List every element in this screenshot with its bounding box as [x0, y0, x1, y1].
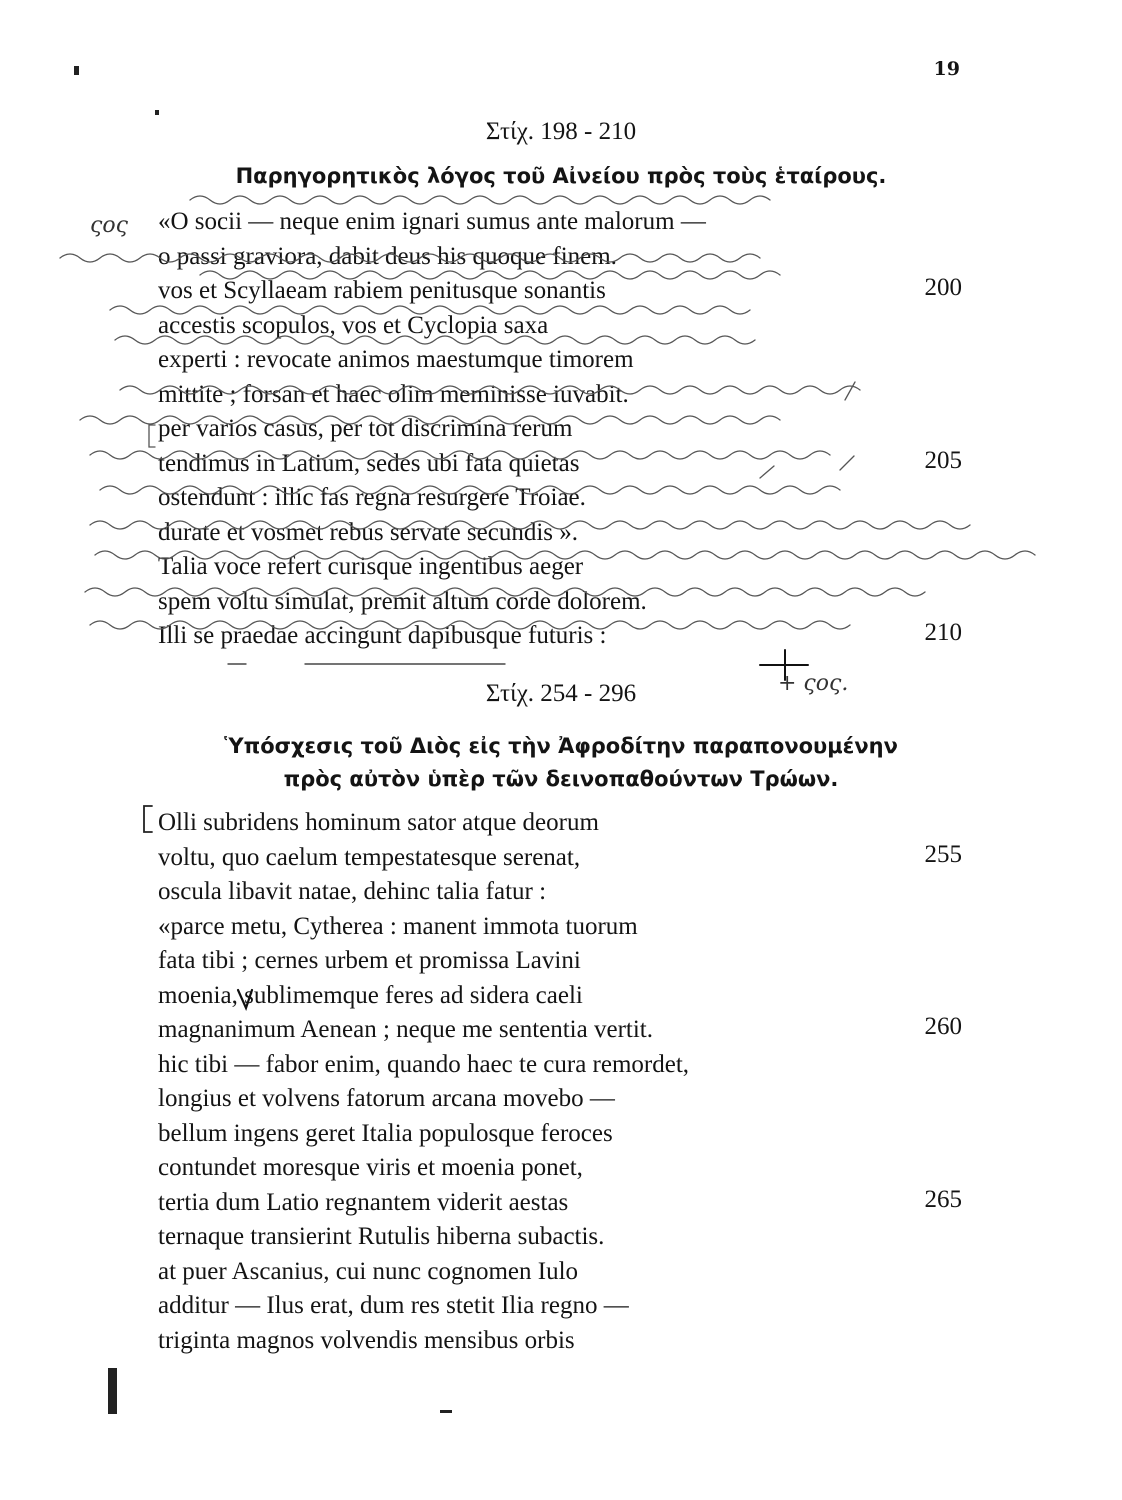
section-2-title-line: Ὑπόσχεσις τοῦ Διὸς εἰς τὴν Ἀφροδίτην παραπονουμένην [224, 734, 898, 758]
verse-line: ostendunt : illic fas regna resurgere Troiae. [158, 484, 586, 511]
verse-line: bellum ingens geret Italia populosque feroces [158, 1119, 613, 1147]
line-number: 255 [924, 840, 962, 868]
ink-speck [440, 1410, 452, 1413]
section-1-title-line: Παρηγορητικὸς λόγος τοῦ Αἰνείου πρὸς τοὺς ἑταίρους. [235, 164, 887, 188]
verse-line: «O socii — neque enim ignari sumus ante malorum — [158, 208, 706, 235]
verse-line: per varios casus, per tot discrimina rerum [158, 415, 573, 442]
verse-line: moenia, sublimemque feres ad sidera caeli [158, 981, 583, 1009]
verse-line: spem voltu simulat, premit altum corde dolorem. [158, 587, 647, 615]
verse-line: accestis scopulos, vos et Cyclopia saxa [158, 311, 549, 339]
verse-line: triginta magnos volvendis mensibus orbis [158, 1326, 575, 1354]
margin-mark-2: + ςος. [778, 671, 849, 696]
section-2-heading: Στίχ. 254 - 296 [485, 680, 637, 707]
verse-line: ternaque transierint Rutulis hiberna subactis. [158, 1223, 605, 1250]
ink-speck [108, 1368, 117, 1414]
verse-line: tendimus in Latium, sedes ubi fata quietas [158, 449, 580, 477]
margin-mark-1: ςος [90, 213, 128, 238]
page-number: 19 [933, 58, 960, 80]
verse-line: vos et Scyllaeam rabiem penitusque sonantis [158, 277, 606, 304]
verse-line: fata tibi ; cernes urbem et promissa Lavini [158, 947, 581, 974]
verse-line: experti : revocate animos maestumque timorem [158, 346, 634, 373]
verse-line: voltu, quo caelum tempestatesque serenat, [158, 843, 581, 871]
scribble-line [190, 196, 770, 204]
bracket-mark [149, 425, 155, 447]
bracket-mark [144, 806, 152, 832]
verse-line: additur — Ilus erat, dum res stetit Ilia regno — [158, 1292, 629, 1319]
verse-line: at puer Ascanius, cui nunc cognomen Iulo [158, 1257, 579, 1285]
verse-line: Talia voce refert curisque ingentibus aeger [158, 553, 584, 580]
verse-line: durate et vosmet rebus servate secundis ». [158, 518, 579, 546]
section-1-heading: Στίχ. 198 - 210 [485, 118, 637, 145]
line-number: 265 [924, 1185, 962, 1213]
section-2-title [0, 730, 1122, 796]
ink-speck [74, 66, 79, 75]
verse-line: «parce metu, Cytherea : manent immota tuorum [158, 912, 638, 940]
verse-line: Illi se praedae accingunt dapibusque futuris : [158, 622, 607, 649]
line-number: 200 [924, 274, 962, 301]
verse-line: Olli subridens hominum sator atque deorum [158, 809, 599, 836]
verse-line: o passi graviora, dabit deus his quoque finem. [158, 242, 617, 270]
line-number: 210 [924, 619, 962, 646]
verse-line: hic tibi — fabor enim, quando haec te cura remordet, [158, 1050, 690, 1078]
verse-line: contundet moresque viris et moenia ponet, [158, 1154, 583, 1181]
verse-line: mittite ; forsan et haec olim meminisse iuvabit. [158, 380, 629, 408]
verse-line: magnanimum Aenean ; neque me sententia vertit. [158, 1016, 653, 1043]
ink-speck [155, 110, 159, 115]
section-1-title [0, 160, 1122, 193]
verse-line: longius et volvens fatorum arcana movebo — [158, 1085, 615, 1112]
line-number: 205 [924, 446, 962, 474]
verse-line: tertia dum Latio regnantem viderit aestas [158, 1188, 569, 1216]
verse-line: oscula libavit natae, dehinc talia fatur : [158, 878, 547, 905]
line-number: 260 [924, 1013, 962, 1040]
section-2-title-line: πρὸς αὐτὸν ὑπὲρ τῶν δεινοπαθούντων Τρώων. [283, 767, 839, 791]
ink-check [760, 650, 808, 680]
